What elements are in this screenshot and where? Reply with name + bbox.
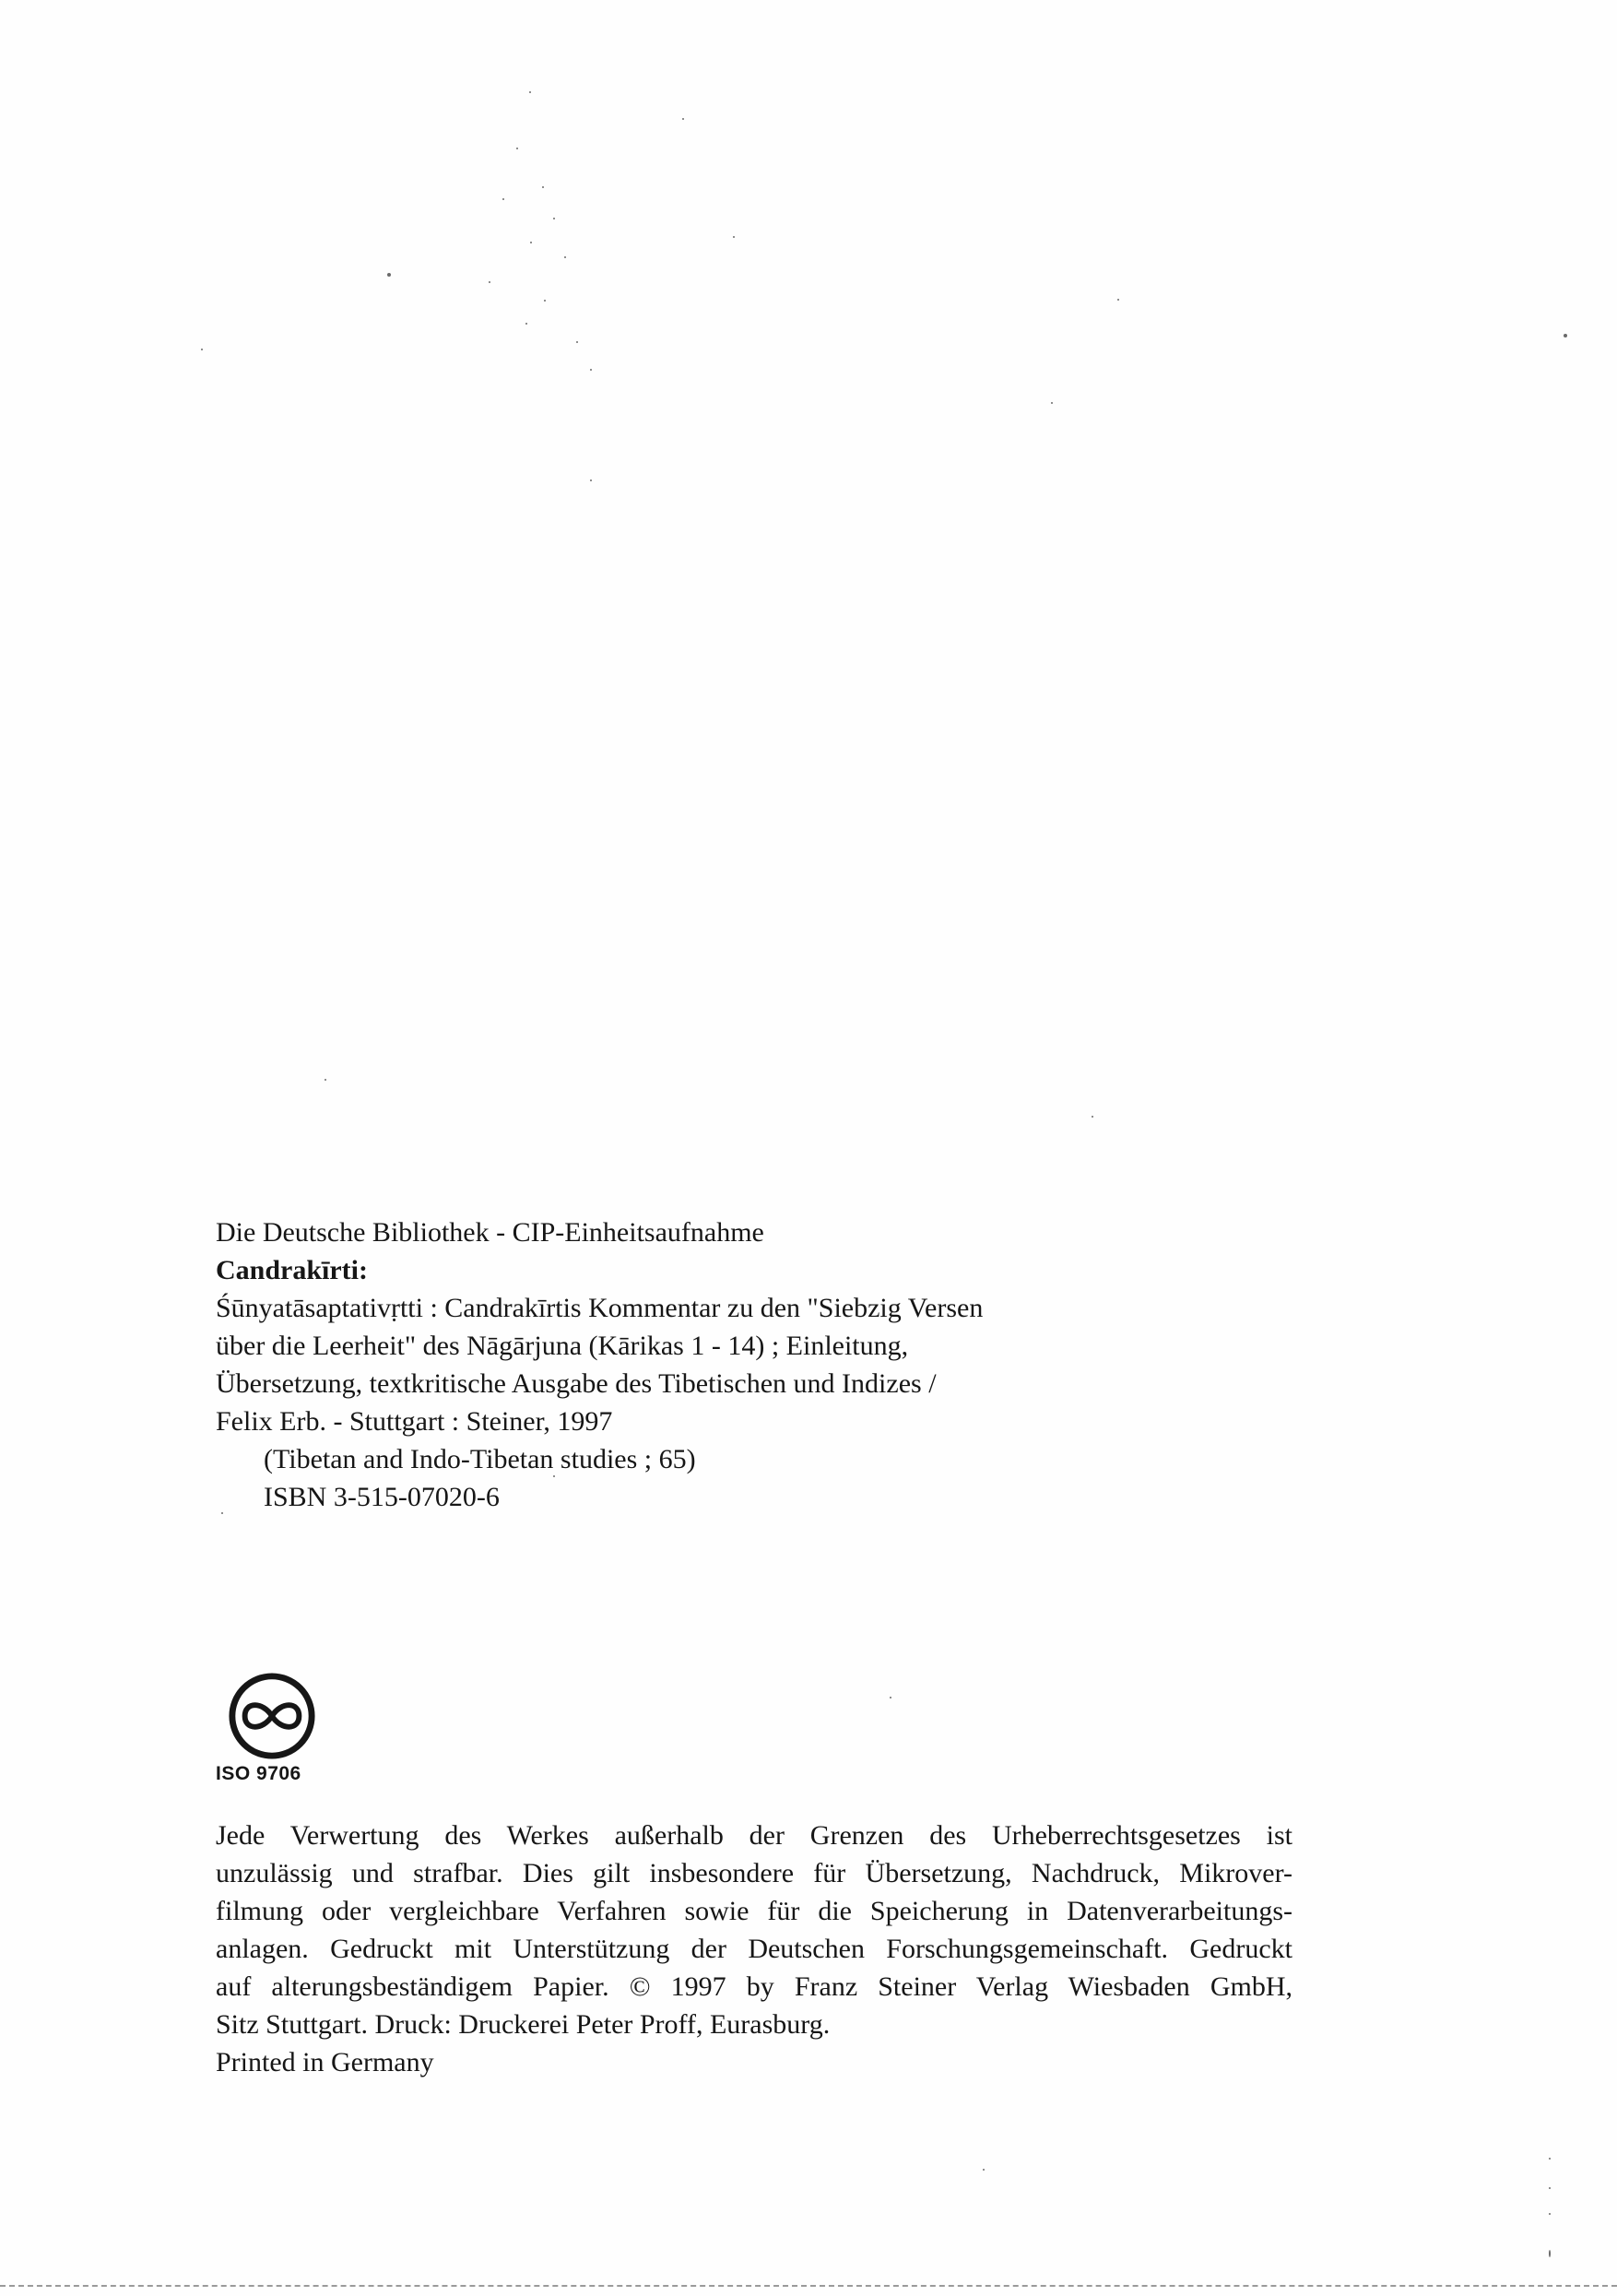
copyright-line: auf alterungsbeständigem Papier. © 1997 by Franz Steiner Verlag Wiesbaden GmbH, bbox=[216, 1971, 1292, 2002]
printed-in: Printed in Germany bbox=[216, 2047, 434, 2077]
copyright-line: Jede Verwertung des Werkes außerhalb der Grenzen des Urheberrechtsgesetzes ist bbox=[216, 1820, 1292, 1851]
iso-permanence-mark bbox=[216, 1671, 400, 1785]
infinity-circle-icon bbox=[227, 1671, 317, 1761]
cip-header: Die Deutsche Bibliothek - CIP-Einheitsaufnahme bbox=[216, 1217, 764, 1248]
cip-title-line: über die Leerheit" des Nāgārjuna (Kārikas 1 - 14) ; Einleitung, bbox=[216, 1331, 909, 1361]
copyright-notice bbox=[216, 1817, 1292, 2081]
cip-title-line: Übersetzung, textkritische Ausgabe des Tibetischen und Indizes / bbox=[216, 1368, 937, 1399]
cip-author: Candrakīrti: bbox=[216, 1255, 368, 1285]
copyright-line: Sitz Stuttgart. Druck: Druckerei Peter Proff, Eurasburg. bbox=[216, 2009, 831, 2040]
scan-edge-rule bbox=[0, 2285, 1617, 2287]
iso-label: ISO 9706 bbox=[216, 1763, 301, 1784]
copyright-line: anlagen. Gedruckt mit Unterstützung der Deutschen Forschungsgemeinschaft. Gedruckt bbox=[216, 1934, 1292, 1964]
cip-series: (Tibetan and Indo-Tibetan studies ; 65) bbox=[264, 1444, 696, 1474]
cip-imprint-line: Felix Erb. - Stuttgart : Steiner, 1997 bbox=[216, 1406, 613, 1437]
cip-isbn: ISBN 3-515-07020-6 bbox=[264, 1482, 500, 1512]
copyright-line: filmung oder vergleichbare Verfahren sowie für die Speicherung in Datenverarbeitungs- bbox=[216, 1896, 1292, 1926]
copyright-line: unzulässig und strafbar. Dies gilt insbesondere für Übersetzung, Nachdruck, Mikrover- bbox=[216, 1858, 1292, 1888]
cip-record bbox=[216, 1213, 1138, 1516]
cip-title-line: Śūnyatāsaptativṛtti : Candrakīrtis Kommentar zu den "Siebzig Versen bbox=[216, 1293, 984, 1323]
